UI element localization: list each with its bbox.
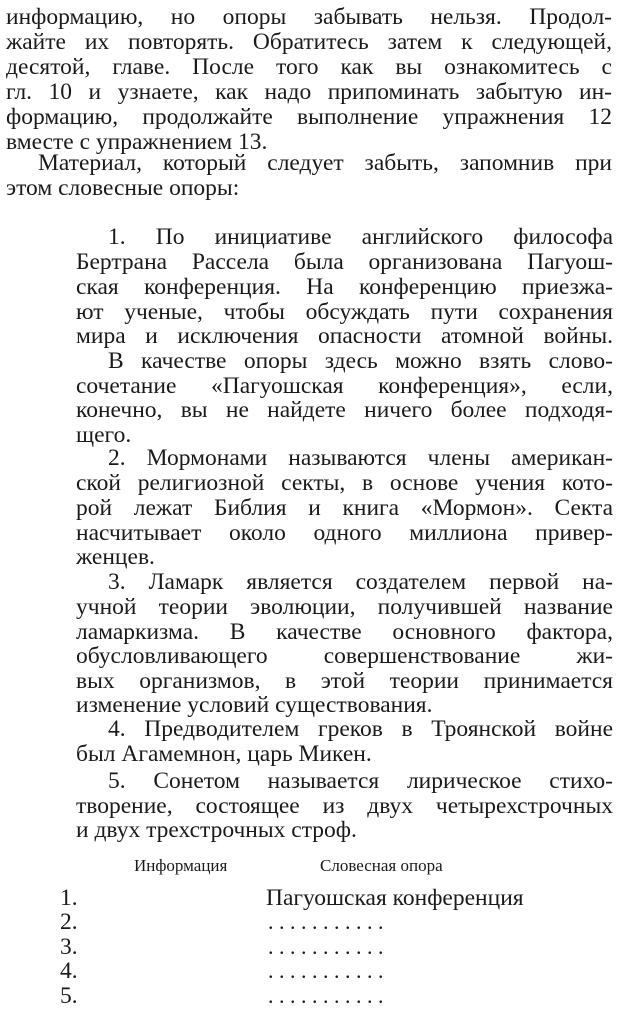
text-line: 5. Сонетом называется лирическое стихо-	[108, 768, 613, 794]
text-line: сочетание «Пагуошская конференция», если,	[76, 373, 613, 399]
text-line: 3. Ламарк является создателем первой на-	[108, 569, 613, 595]
text-line: 4. Предводителем греков в Троянской войне	[108, 716, 613, 742]
text-line: творение, состоящее из двух четырехстрочных	[76, 793, 613, 819]
text-line: конечно, вы не найдете ничего более подходя-	[76, 397, 613, 423]
text-line: жайте их повторять. Обратитесь затем к следующей,	[6, 29, 612, 55]
text-line: щего.	[76, 422, 132, 448]
text-line: вместе с упражнением 13.	[6, 129, 268, 155]
text-line: насчитывает около одного миллиона привер-	[76, 520, 613, 546]
text-line: рой лежат Библия и книга «Мормон». Секта	[76, 495, 613, 521]
text-line: гл. 10 и узнаете, как надо припоминать забытую ин-	[6, 79, 612, 105]
table-row-support: . . . . . . . . . . .	[268, 934, 384, 959]
text-line: женцев.	[76, 544, 155, 570]
text-line: В качестве опоры здесь можно взять слово-	[108, 348, 613, 374]
text-line: и двух трехстрочных строф.	[76, 817, 357, 843]
text-line: ют ученые, чтобы обсуждать пути сохранения	[76, 299, 613, 325]
text-line: изменение условий существования.	[76, 692, 433, 718]
text-line: вых организмов, в этой теории принимается	[76, 668, 613, 694]
table-row-support: . . . . . . . . . . .	[268, 983, 384, 1008]
text-line: формацию, продолжайте выполнение упражнения 12	[6, 104, 612, 130]
text-line: Бертрана Рассела была организована Пагуош-	[76, 249, 613, 275]
text-line: ской религиозной секты, в основе учения кото-	[76, 470, 613, 496]
table-header-support: Словесная опора	[320, 856, 443, 875]
table-row-number: 3.	[60, 934, 78, 960]
table-header-info: Информация	[134, 856, 228, 875]
text-line: информацию, но опоры забывать нельзя. Продол-	[6, 4, 612, 30]
text-line: 1. По инициативе английского философа	[108, 224, 613, 250]
text-line: мира и исключения опасности атомной войны.	[76, 323, 613, 349]
text-line: был Агамемнон, царь Микен.	[76, 741, 372, 767]
table-row-number: 4.	[60, 958, 78, 984]
text-line: учной теории эволюции, получившей название	[76, 594, 613, 620]
text-line: этом словесные опоры:	[6, 175, 240, 201]
text-line: десятой, главе. После того как вы ознакомитесь с	[6, 54, 612, 80]
text-line: 2. Мормонами называются члены американ-	[108, 445, 613, 471]
table-row-support: . . . . . . . . . . .	[268, 909, 384, 934]
table-row-number: 5.	[60, 983, 78, 1009]
table-row-number: 1.	[60, 885, 78, 911]
text-line: ская конференция. На конференцию приезжа-	[76, 274, 613, 300]
text-line: ламаркизма. В качестве основного фактора,	[76, 619, 613, 645]
table-row-number: 2.	[60, 909, 78, 935]
table-row-support: . . . . . . . . . . .	[268, 958, 384, 983]
text-line: обусловливающего совершенствование жи-	[76, 643, 613, 669]
text-line: Материал, который следует забыть, запомнив при	[38, 150, 612, 176]
table-row-support: Пагуошская конференция	[266, 885, 524, 911]
